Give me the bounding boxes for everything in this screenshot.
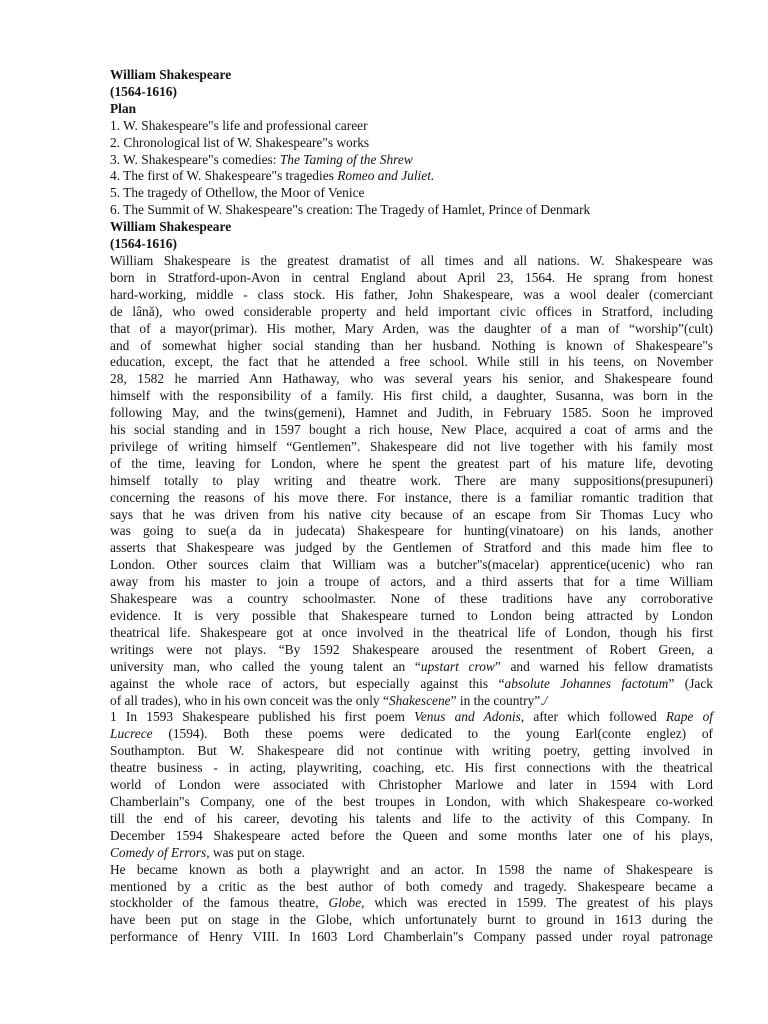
quote-upstart-crow: upstart crow (420, 658, 495, 674)
text-line (110, 862, 713, 879)
text-line (110, 490, 713, 507)
text-run: Chamberlain"s Company, one of the best troupes in London, with which Shakespeare co-worked (110, 793, 713, 809)
text-run: Southampton. But W. Shakespeare did not continue with writing poetry, getting involved in (110, 743, 713, 759)
text-line (110, 338, 713, 355)
plan-item-text: 6. The Summit of W. Shakespeare"s creation: The Tragedy of Hamlet, Prince of Denmark (110, 202, 591, 218)
text-run: born in Stratford-upon-Avon in central England about April 23, 1564. He sprang from honest (110, 269, 713, 285)
text-run: following May, and the twins(gemeni), Hamnet and Judith, in February 1585. Soon he improved (110, 405, 713, 421)
heading-years: (1564-1616) (110, 83, 177, 99)
text-run: of the time, leaving for London, where he spent the greatest part of his mature life, devoting (110, 455, 713, 471)
text-line (110, 929, 713, 946)
text-run: , after which followed (520, 709, 666, 725)
text-line (110, 321, 713, 338)
plan-item (110, 135, 713, 152)
text-run: writings were not plays. “By 1592 Shakespeare aroused the resentment of Robert Green, a (110, 641, 713, 657)
text-line (110, 523, 713, 540)
text-line (110, 287, 713, 304)
text-line (110, 811, 713, 828)
work-title: Venus and Adonis (414, 709, 521, 725)
text-run: stockholder of the famous theatre, (110, 895, 329, 911)
text-run: London. Other sources claim that William was a butcher"s(macelar) apprentice(ucenic) who ran (110, 557, 713, 573)
text-line (110, 473, 713, 490)
paragraph-biography (110, 253, 713, 709)
text-line (110, 507, 713, 524)
plan-item-text: 5. The tragedy of Othellow, the Moor of Venice (110, 185, 365, 201)
text-run: have been put on stage in the Globe, which unfortunately burnt to ground in 1613 during the (110, 912, 713, 928)
plan-item-work-title: Romeo and Juliet. (337, 168, 435, 184)
text-run: was going to sue(a da in judecata) Shakespeare for hunting(vinatoare) on his lands, another (110, 523, 713, 539)
text-run: concerning the reasons of his move there. For instance, there is a familiar romantic tradition that (110, 489, 713, 505)
section-title: William Shakespeare (110, 219, 232, 235)
quote-shakescene: Shakescene (388, 692, 451, 708)
plan-item (110, 168, 713, 185)
text-run: 1 In 1593 Shakespeare published his first poem (110, 709, 415, 725)
text-run: himself totally to play writing and theatre work. There are many suppositions(presupuneri) (110, 472, 713, 488)
plan-item (110, 202, 713, 219)
text-line (110, 777, 713, 794)
plan-item-text: 2. Chronological list of W. Shakespeare"s works (110, 134, 370, 150)
text-run: privilege of writing himself “Gentlemen”. Shakespeare did not live together with his family most (110, 438, 713, 454)
text-run: theatrical life. Shakespeare got at once involved in the theatrical life of London, though his first (110, 624, 713, 640)
text-run: of all trades), who in his own conceit was the only “ (110, 692, 389, 708)
text-line (110, 405, 713, 422)
paragraph-early-works (110, 709, 713, 861)
work-title: Lucrece (110, 726, 153, 742)
text-run: de lână), who owed considerable property and held important civic offices in Stratford, including (110, 303, 713, 319)
text-run: world of London were associated with Christopher Marlowe and later in 1594 with Lord (110, 777, 713, 793)
plan-item (110, 152, 713, 169)
text-run: mentioned by a critic as the best author of both comedy and tragedy. Shakespeare became a (110, 878, 713, 894)
text-run: himself with the responsibility of a family. His first child, a daughter, Susanna, was born in the (110, 388, 713, 404)
text-line (110, 253, 713, 270)
text-run: university man, who called the young talent an “ (110, 658, 421, 674)
text-run: his social standing and in 1597 bought a rich house, New Place, acquired a coat of arms and the (110, 422, 713, 438)
plan-item-text: 1. W. Shakespeare"s life and professional career (110, 117, 368, 133)
text-run: hard-working, middle - class stock. His father, John Shakespeare, was a wool dealer (comerciant (110, 286, 713, 302)
text-run: ” (Jack (668, 675, 713, 691)
text-line (110, 388, 713, 405)
text-line (110, 828, 713, 845)
text-line (110, 591, 713, 608)
heading-title: William Shakespeare (110, 67, 232, 82)
text-line (110, 693, 713, 710)
text-line (110, 371, 713, 388)
text-line (110, 304, 713, 321)
text-run: away from his master to join a troupe of actors, and a third asserts that for a time William (110, 574, 713, 590)
work-title: Comedy of Errors (110, 844, 207, 860)
text-run: Shakespeare was a country schoolmaster. None of these traditions have any corroborative (110, 591, 713, 607)
plan-item (110, 185, 713, 202)
text-run: and of somewhat higher social standing than her husband. Nothing is known of Shakespeare"s (110, 337, 713, 353)
plan-item-work-title: The Taming of the Shrew (279, 151, 413, 167)
work-title: Rape of (665, 709, 713, 725)
text-run: , was put on stage. (206, 844, 306, 860)
text-run: education, except, the fact that he attended a free school. While still in his teens, on November (110, 354, 713, 370)
section-years: (1564-1616) (110, 236, 177, 252)
text-run: (1594). Both these poems were dedicated to the young Earl(conte englez) of (152, 726, 713, 742)
text-run: that of a mayor(primar). His mother, Mary Arden, was the daughter of a man of “worship”(cult) (110, 320, 713, 336)
text-run: till the end of his career, devoting his talents and life to the activity of this Company. In (110, 810, 713, 826)
quote-johannes-factotum: absolute Johannes factotum (504, 675, 669, 691)
plan-item (110, 118, 713, 135)
text-line (110, 794, 713, 811)
text-line (110, 760, 713, 777)
document-body (110, 67, 713, 946)
text-line (110, 879, 713, 896)
text-run: ” in the country”. (450, 692, 544, 708)
text-run: He became known as both a playwright and an actor. In 1598 the name of Shakespeare is (110, 861, 713, 877)
text-line (110, 439, 713, 456)
text-line (110, 557, 713, 574)
plan-heading: Plan (110, 100, 137, 116)
plan-item-text: 3. W. Shakespeare"s comedies: (110, 151, 280, 167)
text-run: performance of Henry VIII. In 1603 Lord Chamberlain"s Company passed under royal patronage (110, 929, 713, 945)
text-run: against the whole race of actors, but especially against this “ (110, 675, 505, 691)
theatre-name: Globe, (328, 895, 365, 911)
text-line (110, 726, 713, 743)
text-line (110, 642, 713, 659)
paragraph-globe (110, 862, 713, 947)
text-run: evidence. It is very possible that Shakespeare turned to London being attracted by London (110, 608, 713, 623)
plan-item-text: 4. The first of W. Shakespeare"s tragedies (110, 168, 338, 184)
text-line (110, 422, 713, 439)
text-line (110, 895, 713, 912)
text-line (110, 845, 713, 862)
footnote-mark: / (543, 692, 548, 708)
text-line (110, 659, 713, 676)
text-run: December 1594 Shakespeare acted before the Queen and some months later one of his plays, (110, 827, 713, 843)
text-run: theatre business - in acting, playwriting, coaching, etc. His first connections with the theatrical (110, 760, 713, 776)
plan-list (110, 118, 713, 219)
text-line (110, 709, 713, 726)
text-run: asserts that Shakespeare was judged by the Gentlemen of Stratford and this made him flee to (110, 540, 713, 556)
text-line (110, 676, 713, 693)
text-run: William Shakespeare is the greatest dramatist of all times and all nations. W. Shakespeare was (110, 252, 713, 268)
text-line (110, 456, 713, 473)
text-run: ” and warned his fellow dramatists (494, 658, 713, 674)
text-line (110, 625, 713, 642)
text-line (110, 540, 713, 557)
text-line (110, 608, 713, 625)
text-line (110, 912, 713, 929)
text-line (110, 270, 713, 287)
text-run: which was erected in 1599. The greatest of his plays (364, 895, 714, 911)
text-line (110, 574, 713, 591)
text-line (110, 354, 713, 371)
text-run: 28, 1582 he married Ann Hathaway, who was several years his senior, and Shakespeare found (110, 371, 713, 387)
text-run: says that he was driven from his native city because of an escape from Sir Thomas Lucy who (110, 506, 713, 522)
text-line (110, 743, 713, 760)
